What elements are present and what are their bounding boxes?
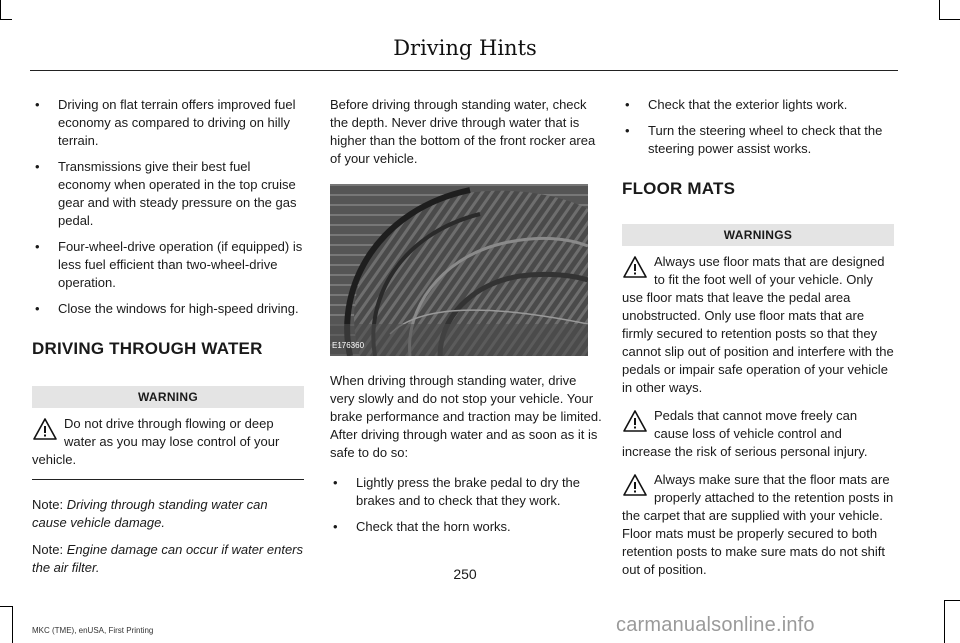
warning-block xyxy=(622,253,894,397)
paragraph: When driving through standing water, drive very slowly and do not stop your vehicle. Your brake performance and traction may be limited. After driving through water and as soon as it is safe to do so: xyxy=(330,373,602,460)
warning-triangle-icon xyxy=(32,417,58,441)
column-right xyxy=(622,96,894,589)
bullet-list xyxy=(32,96,304,318)
crop-mark xyxy=(944,600,945,643)
crop-mark xyxy=(939,19,960,20)
vehicle-wheel-image xyxy=(330,184,588,356)
list-item: • Close the windows for high-speed driving. xyxy=(32,300,304,318)
crop-mark xyxy=(0,0,1,20)
crop-mark xyxy=(0,606,13,607)
warning-block xyxy=(32,415,304,469)
warning-block xyxy=(622,407,894,461)
bullet-list xyxy=(330,474,602,536)
warning-banner: WARNING xyxy=(32,386,304,408)
list-item: • Turn the steering wheel to check that the steering power assist works. xyxy=(622,122,894,158)
warning-text: Pedals that cannot move freely can cause loss of vehicle control and increase the risk of serious personal injury. xyxy=(622,408,868,459)
list-item: • Driving on flat terrain offers improved fuel economy as compared to driving on hilly terrain. xyxy=(32,96,304,150)
note-text: Engine damage can occur if water enters the air filter. xyxy=(32,542,304,575)
list-item: • Check that the horn works. xyxy=(330,518,602,536)
crop-mark xyxy=(944,600,960,601)
section-heading: DRIVING THROUGH WATER xyxy=(32,339,263,358)
edition-footer: MKC (TME), enUSA, First Printing xyxy=(32,626,154,635)
warning-text: Do not drive through flowing or deep water as you may lose control of your vehicle. xyxy=(32,416,280,467)
warning-text: Always use floor mats that are designed to fit the foot well of your vehicle. Only use floor mats that leave the pedal area unobstructed. Only use floor mats that are firmly secured to retention posts so that they cannot slip out of position and interfere with the pedals or impair safe operation of your vehicle in other ways. xyxy=(622,254,894,395)
watermark: carmanualsonline.info xyxy=(616,614,815,636)
page-title: Driving Hints xyxy=(393,36,537,60)
list-item: • Transmissions give their best fuel economy when operated in the top cruise gear and with steady pressure on the gas pedal. xyxy=(32,158,304,230)
warning-triangle-icon xyxy=(622,409,648,433)
crop-mark xyxy=(0,19,12,20)
warning-text: Always make sure that the floor mats are properly attached to the retention posts in the carpet that are supplied with your vehicle. Floor mats must be properly secured to both retention posts to make sure mats do not shift out of position. xyxy=(622,472,894,577)
note-label: Note: xyxy=(32,542,64,557)
crop-mark xyxy=(12,606,13,643)
list-item: • Lightly press the brake pedal to dry the brakes and to check that they work. xyxy=(330,474,602,510)
list-item: • Check that the exterior lights work. xyxy=(622,96,894,114)
warning-triangle-icon xyxy=(622,255,648,279)
warning-triangle-icon xyxy=(622,473,648,497)
column-middle xyxy=(330,96,602,544)
note xyxy=(32,496,304,532)
divider xyxy=(32,479,304,480)
warnings-banner: WARNINGS xyxy=(622,224,894,246)
image-code: E176360 xyxy=(332,341,365,350)
warning-block xyxy=(622,471,894,579)
water-depth-illustration xyxy=(330,184,588,356)
section-heading: FLOOR MATS xyxy=(622,179,736,198)
list-item: • Four-wheel-drive operation (if equipped) is less fuel efficient than two-wheel-drive operation. xyxy=(32,238,304,292)
column-left xyxy=(32,96,304,586)
bullet-list xyxy=(622,96,894,158)
page-number: 250 xyxy=(453,566,477,582)
paragraph: Before driving through standing water, check the depth. Never drive through water that is higher than the bottom of the front rocker area of your vehicle. xyxy=(330,97,596,166)
note-text: Driving through standing water can cause vehicle damage. xyxy=(32,497,268,530)
title-rule xyxy=(30,70,898,71)
note-label: Note: xyxy=(32,497,64,512)
crop-mark xyxy=(939,0,940,20)
